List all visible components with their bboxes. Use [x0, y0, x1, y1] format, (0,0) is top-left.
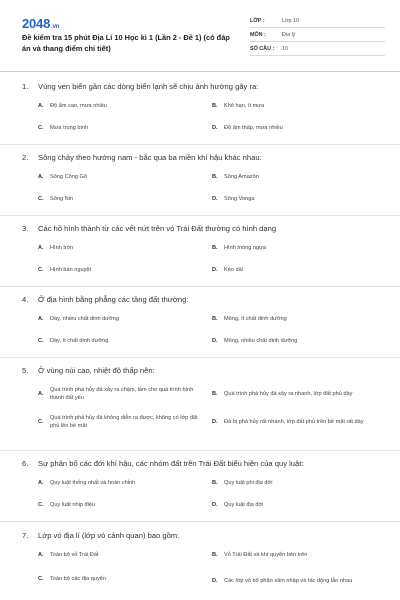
question-7 — [0, 531, 400, 600]
exam-meta — [250, 14, 385, 56]
question-divider — [0, 450, 400, 451]
option-text: Mưa trung bình — [50, 125, 89, 131]
question-divider — [0, 521, 400, 522]
question-number: 3. — [22, 224, 29, 233]
option-text: Sông Nin — [50, 196, 74, 202]
option-letter: B. — [212, 174, 218, 180]
option-d[interactable] — [212, 411, 382, 433]
meta-value: Địa lý — [282, 31, 296, 38]
question-number: 1. — [22, 82, 29, 91]
option-letter: D. — [212, 338, 218, 344]
option-letter: D. — [212, 419, 218, 425]
option-c[interactable] — [38, 337, 198, 345]
option-c[interactable] — [38, 411, 208, 433]
option-text: Quy luật thống nhất và hoàn chỉnh — [50, 480, 136, 486]
option-text: Dày, ít chất dinh dưỡng — [50, 338, 109, 344]
option-text: Mỏng, ít chất dinh dưỡng — [224, 316, 287, 322]
option-b[interactable] — [212, 551, 382, 559]
question-prompt: Ở địa hình bằng phẳng các tầng đất thường: — [38, 295, 189, 304]
question-1 — [0, 82, 400, 146]
meta-row-count — [250, 42, 385, 56]
option-text: Quy luật phi địa đới — [224, 480, 273, 486]
option-text: Độ ẩm cao, mưa nhiều — [50, 103, 107, 109]
option-letter: B. — [212, 480, 218, 486]
question-prompt: Các hồ hình thành từ các vết nứt trên vỏ Trái Đất thường có hình dạng — [38, 224, 277, 233]
option-letter: D. — [212, 267, 218, 273]
option-c[interactable] — [38, 195, 198, 203]
question-prompt: Vùng ven biển gần các dòng biển lạnh sẽ chịu ảnh hưởng gây ra: — [38, 82, 259, 91]
site-logo[interactable] — [22, 16, 59, 31]
option-letter: C. — [38, 196, 44, 202]
option-text: Sông Amazôn — [224, 174, 259, 180]
option-text: Khô hạn, ít mưa — [224, 103, 265, 109]
option-text: Độ ẩm thấp, mưa nhiều — [224, 125, 283, 131]
option-letter: B. — [212, 316, 218, 322]
option-text: Sông Công Gô — [50, 174, 88, 180]
option-text: Hình bán nguyệt — [50, 267, 92, 273]
option-text: Quá trình phá hủy đá xảy ra nhanh, lớp đất phủ dày — [224, 391, 353, 397]
option-text: Dày, nhiều chất dinh dưỡng — [50, 316, 119, 322]
meta-row-class — [250, 14, 385, 28]
meta-label: MÔN : — [250, 31, 266, 38]
question-number: 4. — [22, 295, 29, 304]
question-prompt: Ở vùng núi cao, nhiệt độ thấp nên: — [38, 366, 155, 375]
question-number: 5. — [22, 366, 29, 375]
meta-label: LỚP : — [250, 17, 265, 24]
option-c[interactable] — [38, 266, 198, 274]
meta-value: 10 — [282, 45, 288, 52]
option-text: Quá trình phá hủy đá xảy ra chậm, làm cho quá trình hình thành đất yếu — [50, 387, 194, 401]
option-letter: B. — [212, 103, 218, 109]
option-text: Quy luật nhịp điệu — [50, 502, 96, 508]
option-text: Quá trình phá hủy đá không diễn ra được, không có lớp đất phủ lên bề mặt — [50, 415, 198, 429]
question-divider — [0, 144, 400, 145]
question-divider — [0, 357, 400, 358]
option-d[interactable] — [212, 124, 382, 132]
option-text: Quy luật địa đới — [224, 502, 264, 508]
question-text — [22, 82, 392, 91]
logo-suffix: .vn — [51, 24, 60, 30]
option-d[interactable] — [212, 571, 382, 591]
option-d[interactable] — [212, 195, 382, 203]
question-text — [22, 531, 392, 540]
option-letter: D. — [212, 578, 218, 584]
option-letter: B. — [212, 552, 218, 558]
option-text: Đá bị phá hủy rất nhanh, lớp đất phủ trên bề mặt rất dày — [224, 419, 364, 425]
meta-value: Lớp 10 — [282, 17, 300, 24]
question-text — [22, 459, 392, 468]
question-prompt: Sự phân bố các đới khí hậu, các nhóm đất trên Trái Đất biểu hiện của quy luật: — [38, 459, 304, 468]
option-text: Toàn bộ vỏ Trái Đất — [50, 552, 99, 558]
option-letter: D. — [212, 196, 218, 202]
option-letter: A. — [38, 174, 44, 180]
option-letter: A. — [38, 103, 44, 109]
option-a[interactable] — [38, 383, 208, 405]
option-letter: A. — [38, 245, 44, 251]
option-letter: B. — [212, 391, 218, 397]
option-c[interactable] — [38, 124, 198, 132]
option-text: Các lớp vỏ bộ phận xâm nhập và tác động lẫn nhau — [224, 578, 353, 584]
option-text: Toàn bộ các địa quyển — [50, 576, 106, 582]
option-letter: A. — [38, 552, 44, 558]
question-5 — [0, 366, 400, 452]
option-letter: C. — [38, 502, 44, 508]
option-d[interactable] — [212, 337, 382, 345]
option-b[interactable] — [212, 173, 382, 181]
question-text — [22, 366, 392, 375]
option-b[interactable] — [212, 315, 382, 323]
option-text: Sông Vonga — [224, 196, 255, 202]
option-d[interactable] — [212, 501, 382, 509]
option-a[interactable] — [38, 479, 198, 487]
question-number: 6. — [22, 459, 29, 468]
question-text — [22, 224, 392, 233]
option-text: Vỏ Trái Đất và khí quyển bên trên — [224, 552, 308, 558]
option-d[interactable] — [212, 266, 382, 274]
option-a[interactable] — [38, 244, 198, 252]
meta-row-subject — [250, 28, 385, 42]
option-text: Hình tròn — [50, 245, 74, 251]
logo-main: 2048 — [22, 16, 51, 31]
option-b[interactable] — [212, 244, 382, 252]
option-text: Kéo dài — [224, 267, 243, 273]
exam-title: Đề kiểm tra 15 phút Địa Lí 10 Học kì 1 (Lần 2 - Đề 1) (có đáp án và thang điểm chi tiết) — [22, 33, 230, 53]
option-c[interactable] — [38, 575, 198, 583]
option-letter: A. — [38, 391, 44, 397]
question-divider — [0, 215, 400, 216]
option-letter: D. — [212, 125, 218, 131]
option-b[interactable] — [212, 102, 382, 110]
question-3 — [0, 224, 400, 288]
question-prompt: Sông chảy theo hướng nam - bắc qua ba miền khí hậu khác nhau: — [38, 153, 262, 162]
option-letter: C. — [38, 419, 44, 425]
option-b[interactable] — [212, 383, 382, 405]
option-letter: A. — [38, 316, 44, 322]
option-letter: C. — [38, 338, 44, 344]
question-number: 7. — [22, 531, 29, 540]
option-a[interactable] — [38, 315, 198, 323]
option-text: Hình móng ngựa — [224, 245, 266, 251]
question-text — [22, 153, 392, 162]
option-letter: C. — [38, 267, 44, 273]
option-a[interactable] — [38, 102, 198, 110]
option-letter: C. — [38, 576, 44, 582]
question-prompt: Lớp vỏ địa lí (lớp vỏ cảnh quan) bao gồm: — [38, 531, 180, 540]
option-b[interactable] — [212, 479, 382, 487]
header-divider — [0, 71, 400, 72]
option-c[interactable] — [38, 501, 198, 509]
option-letter: A. — [38, 480, 44, 486]
question-2 — [0, 153, 400, 217]
option-a[interactable] — [38, 173, 198, 181]
question-4 — [0, 295, 400, 359]
option-letter: C. — [38, 125, 44, 131]
option-letter: B. — [212, 245, 218, 251]
option-a[interactable] — [38, 551, 198, 559]
question-number: 2. — [22, 153, 29, 162]
option-text: Mỏng, nhiều chất dinh dưỡng — [224, 338, 298, 344]
exam-header — [0, 0, 400, 72]
meta-label: SỐ CÂU : — [250, 45, 275, 52]
question-6 — [0, 459, 400, 523]
question-divider — [0, 286, 400, 287]
option-letter: D. — [212, 502, 218, 508]
question-text — [22, 295, 392, 304]
